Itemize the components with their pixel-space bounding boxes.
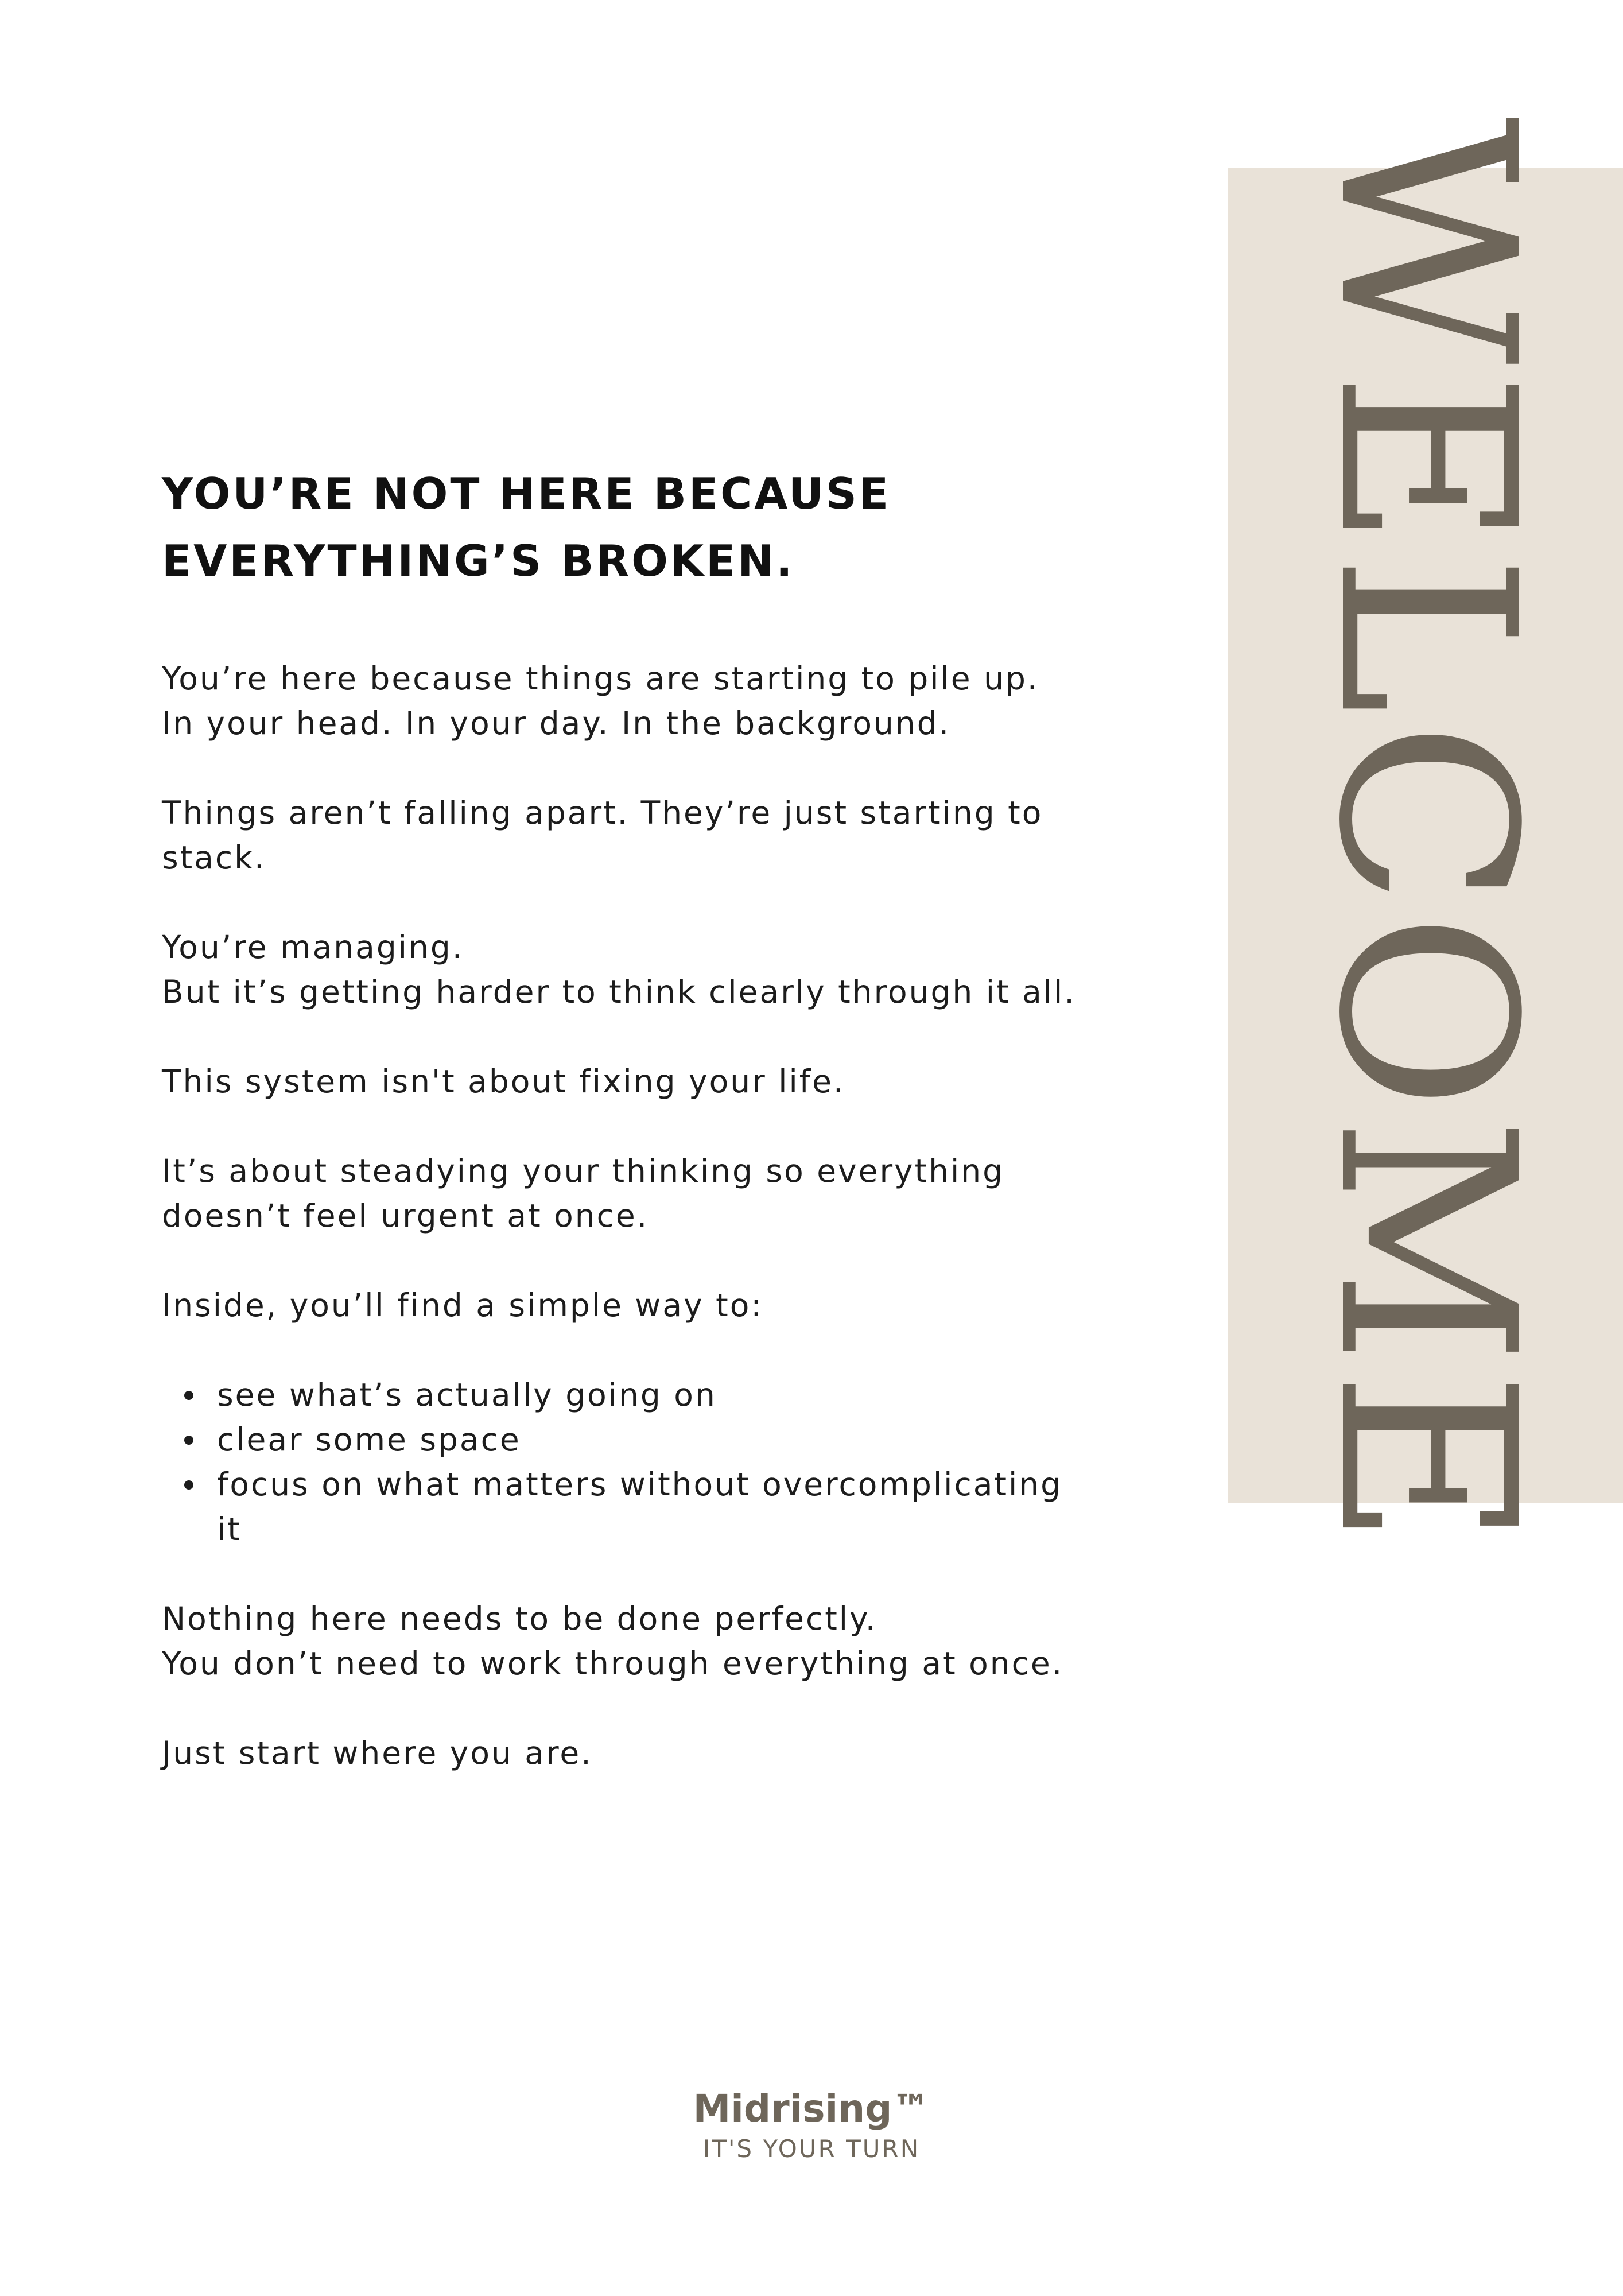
paragraph-start xyxy=(162,1731,1092,1775)
body-line: Inside, you’ll find a simple way to: xyxy=(162,1287,763,1324)
welcome-word: WELCOME xyxy=(1286,117,1566,1554)
headline-line: EVERYTHING’S BROKEN. xyxy=(162,536,795,586)
body-line: This system isn't about fixing your life. xyxy=(162,1063,845,1100)
list-item: focus on what matters without overcomplicating it xyxy=(217,1462,1092,1552)
paragraph-managing xyxy=(162,925,1092,1014)
welcome-side-panel xyxy=(1228,117,1623,1554)
body-line: You don’t need to work through everything at once. xyxy=(162,1645,1064,1682)
body-line: You’re here because things are starting to pile up. xyxy=(162,660,1039,697)
list-item: clear some space xyxy=(217,1417,1092,1462)
paragraph-perfectly xyxy=(162,1596,1092,1686)
brand-tagline: IT'S YOUR TURN xyxy=(702,2135,921,2163)
list-item: see what’s actually going on xyxy=(217,1372,1092,1417)
body-line: But it’s getting harder to think clearly through it all. xyxy=(162,974,1076,1010)
paragraph-system xyxy=(162,1059,1092,1104)
paragraph-intro xyxy=(162,656,1092,746)
body-line: Nothing here needs to be done perfectly. xyxy=(162,1600,877,1637)
body-line: Things aren’t falling apart. They’re just starting to stack. xyxy=(162,794,1043,876)
page-headline xyxy=(162,460,1092,595)
headline-line: YOU’RE NOT HERE BECAUSE xyxy=(162,468,891,519)
paragraph-steadying xyxy=(162,1149,1092,1238)
bullet-list xyxy=(162,1372,1092,1552)
headline-block xyxy=(162,460,1092,595)
paragraph-inside xyxy=(162,1283,1092,1328)
brand-name: Midrising™ xyxy=(693,2086,930,2131)
body-text xyxy=(162,656,1092,1820)
body-line: It’s about steadying your thinking so everything doesn’t feel urgent at once. xyxy=(162,1153,1005,1234)
body-line: You’re managing. xyxy=(162,929,464,965)
body-line: Just start where you are. xyxy=(162,1735,593,1771)
paragraph-stack xyxy=(162,790,1092,880)
brand-footer xyxy=(0,2085,1623,2165)
body-line: In your head. In your day. In the background. xyxy=(162,705,951,742)
